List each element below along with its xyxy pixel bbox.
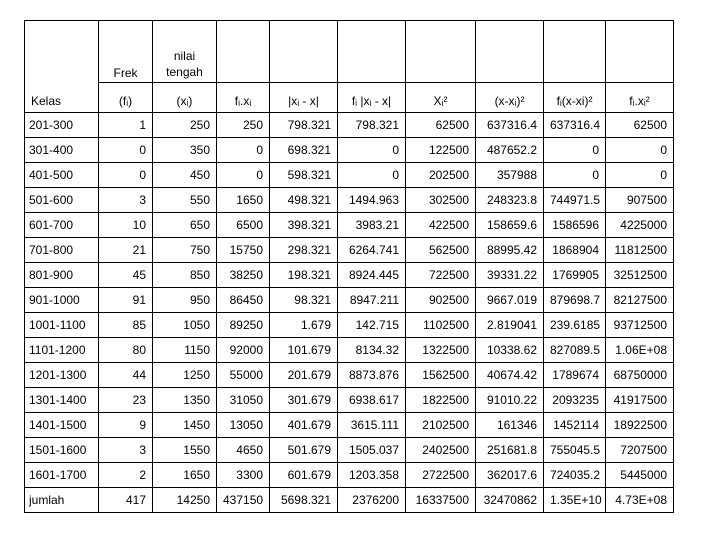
table-row bbox=[25, 138, 674, 163]
table-cell: 248323.8 bbox=[476, 188, 544, 213]
table-row bbox=[25, 213, 674, 238]
table-cell: 1.35E+10 bbox=[544, 488, 606, 513]
header-row-top bbox=[25, 21, 674, 83]
table-cell: 1203.358 bbox=[338, 463, 406, 488]
table-cell: 637316.4 bbox=[544, 113, 606, 138]
header-cell: fᵢ.xᵢ² bbox=[606, 83, 674, 113]
table-cell: 201.679 bbox=[270, 363, 338, 388]
table-cell: 744971.5 bbox=[544, 188, 606, 213]
table-cell: 1868904 bbox=[544, 238, 606, 263]
table-cell: 2402500 bbox=[406, 438, 476, 463]
header-top-cell: nilai tengah bbox=[153, 21, 217, 83]
table-cell: 251681.8 bbox=[476, 438, 544, 463]
table-cell: 722500 bbox=[406, 263, 476, 288]
table-cell: 879698.7 bbox=[544, 288, 606, 313]
table-row bbox=[25, 438, 674, 463]
table-cell: 902500 bbox=[406, 288, 476, 313]
table-cell: 250 bbox=[153, 113, 217, 138]
table-cell: 5445000 bbox=[606, 463, 674, 488]
table-cell: 0 bbox=[544, 163, 606, 188]
table-cell: 398.321 bbox=[270, 213, 338, 238]
class-interval-cell: 501-600 bbox=[25, 188, 99, 213]
table-cell: 2.819041 bbox=[476, 313, 544, 338]
table-cell: 2102500 bbox=[406, 413, 476, 438]
table-cell: 9 bbox=[99, 413, 153, 438]
header-top-cell bbox=[217, 21, 270, 83]
table-cell: 82127500 bbox=[606, 288, 674, 313]
table-cell: 1789674 bbox=[544, 363, 606, 388]
table-cell: 86450 bbox=[217, 288, 270, 313]
table-cell: 850 bbox=[153, 263, 217, 288]
header-cell: fᵢ(x-xi)² bbox=[544, 83, 606, 113]
table-cell: 85 bbox=[99, 313, 153, 338]
table-cell: 362017.6 bbox=[476, 463, 544, 488]
table-cell: 93712500 bbox=[606, 313, 674, 338]
table-cell: 11812500 bbox=[606, 238, 674, 263]
table-cell: 3 bbox=[99, 188, 153, 213]
table-cell: 7207500 bbox=[606, 438, 674, 463]
table-cell: 1494.963 bbox=[338, 188, 406, 213]
class-interval-cell: 1001-1100 bbox=[25, 313, 99, 338]
table-cell: 68750000 bbox=[606, 363, 674, 388]
table-cell: 89250 bbox=[217, 313, 270, 338]
table-cell: 10 bbox=[99, 213, 153, 238]
table-row bbox=[25, 388, 674, 413]
table-cell: 698.321 bbox=[270, 138, 338, 163]
table-cell: 487652.2 bbox=[476, 138, 544, 163]
table-cell: 1.679 bbox=[270, 313, 338, 338]
table-cell: 750 bbox=[153, 238, 217, 263]
table-cell: 1150 bbox=[153, 338, 217, 363]
table-row bbox=[25, 113, 674, 138]
class-interval-cell: 201-300 bbox=[25, 113, 99, 138]
table-cell: 5698.321 bbox=[270, 488, 338, 513]
table-cell: 161346 bbox=[476, 413, 544, 438]
table-cell: 62500 bbox=[606, 113, 674, 138]
table-cell: 1102500 bbox=[406, 313, 476, 338]
class-interval-cell: 1601-1700 bbox=[25, 463, 99, 488]
class-interval-cell: 301-400 bbox=[25, 138, 99, 163]
table-cell: 98.321 bbox=[270, 288, 338, 313]
table-cell: 4.73E+08 bbox=[606, 488, 674, 513]
header-cell: Kelas bbox=[25, 83, 99, 113]
table-cell: 1250 bbox=[153, 363, 217, 388]
header-cell: (fᵢ) bbox=[99, 83, 153, 113]
table-cell: 13050 bbox=[217, 413, 270, 438]
header-top-cell bbox=[606, 21, 674, 83]
table-cell: 907500 bbox=[606, 188, 674, 213]
table-cell: 1562500 bbox=[406, 363, 476, 388]
table-cell: 9667.019 bbox=[476, 288, 544, 313]
table-cell: 101.679 bbox=[270, 338, 338, 363]
header-cell: fᵢ.xᵢ bbox=[217, 83, 270, 113]
table-cell: 40674.42 bbox=[476, 363, 544, 388]
header-top-cell bbox=[338, 21, 406, 83]
table-cell: 798.321 bbox=[270, 113, 338, 138]
frequency-distribution-table bbox=[24, 20, 674, 513]
table-cell: 4225000 bbox=[606, 213, 674, 238]
table-row bbox=[25, 463, 674, 488]
table-cell: 798.321 bbox=[338, 113, 406, 138]
header-top-cell: Frek bbox=[99, 21, 153, 83]
table-cell: 350 bbox=[153, 138, 217, 163]
table-cell: 80 bbox=[99, 338, 153, 363]
table-cell: 32512500 bbox=[606, 263, 674, 288]
table-cell: 3 bbox=[99, 438, 153, 463]
table-cell: 357988 bbox=[476, 163, 544, 188]
table-cell: 1452114 bbox=[544, 413, 606, 438]
header-cell: (xᵢ) bbox=[153, 83, 217, 113]
table-cell: 41917500 bbox=[606, 388, 674, 413]
table-cell: 202500 bbox=[406, 163, 476, 188]
table-row bbox=[25, 263, 674, 288]
header-top-cell bbox=[270, 21, 338, 83]
header-cell: fᵢ |xᵢ - x| bbox=[338, 83, 406, 113]
table-cell: 3983.21 bbox=[338, 213, 406, 238]
table-cell: 23 bbox=[99, 388, 153, 413]
table-cell: 501.679 bbox=[270, 438, 338, 463]
table-cell: 158659.6 bbox=[476, 213, 544, 238]
table-cell: 0 bbox=[606, 138, 674, 163]
class-interval-cell: 1201-1300 bbox=[25, 363, 99, 388]
header-top-cell bbox=[476, 21, 544, 83]
table-cell: 8924.445 bbox=[338, 263, 406, 288]
table-row bbox=[25, 338, 674, 363]
table-cell: 0 bbox=[544, 138, 606, 163]
table-cell: 755045.5 bbox=[544, 438, 606, 463]
table-cell: 250 bbox=[217, 113, 270, 138]
class-interval-cell: 401-500 bbox=[25, 163, 99, 188]
table-cell: 16337500 bbox=[406, 488, 476, 513]
class-interval-cell: 901-1000 bbox=[25, 288, 99, 313]
header-cell: Xᵢ² bbox=[406, 83, 476, 113]
table-cell: 0 bbox=[217, 138, 270, 163]
table-row bbox=[25, 363, 674, 388]
table-cell: 598.321 bbox=[270, 163, 338, 188]
table-cell: 637316.4 bbox=[476, 113, 544, 138]
table-cell: 15750 bbox=[217, 238, 270, 263]
table-cell: 198.321 bbox=[270, 263, 338, 288]
header-cell: (x-xᵢ)² bbox=[476, 83, 544, 113]
class-interval-cell: jumlah bbox=[25, 488, 99, 513]
class-interval-cell: 601-700 bbox=[25, 213, 99, 238]
table-body bbox=[25, 21, 674, 513]
table-cell: 437150 bbox=[217, 488, 270, 513]
table-cell: 14250 bbox=[153, 488, 217, 513]
table-cell: 2 bbox=[99, 463, 153, 488]
table-cell: 0 bbox=[217, 163, 270, 188]
table-cell: 2722500 bbox=[406, 463, 476, 488]
table-cell: 142.715 bbox=[338, 313, 406, 338]
table-cell: 1769905 bbox=[544, 263, 606, 288]
table-cell: 950 bbox=[153, 288, 217, 313]
table-cell: 1650 bbox=[217, 188, 270, 213]
class-interval-cell: 701-800 bbox=[25, 238, 99, 263]
table-cell: 301.679 bbox=[270, 388, 338, 413]
table-cell: 10338.62 bbox=[476, 338, 544, 363]
table-cell: 1822500 bbox=[406, 388, 476, 413]
header-top-cell bbox=[25, 21, 99, 83]
table-cell: 6938.617 bbox=[338, 388, 406, 413]
table-cell: 91 bbox=[99, 288, 153, 313]
total-row bbox=[25, 488, 674, 513]
table-cell: 45 bbox=[99, 263, 153, 288]
table-cell: 39331.22 bbox=[476, 263, 544, 288]
table-cell: 32470862 bbox=[476, 488, 544, 513]
class-interval-cell: 1501-1600 bbox=[25, 438, 99, 463]
table-cell: 1350 bbox=[153, 388, 217, 413]
table-cell: 91010.22 bbox=[476, 388, 544, 413]
table-cell: 1450 bbox=[153, 413, 217, 438]
table-cell: 0 bbox=[99, 163, 153, 188]
table-cell: 21 bbox=[99, 238, 153, 263]
table-cell: 302500 bbox=[406, 188, 476, 213]
table-cell: 601.679 bbox=[270, 463, 338, 488]
class-interval-cell: 1101-1200 bbox=[25, 338, 99, 363]
table-cell: 8873.876 bbox=[338, 363, 406, 388]
table-cell: 8134.32 bbox=[338, 338, 406, 363]
class-interval-cell: 1401-1500 bbox=[25, 413, 99, 438]
header-top-cell bbox=[406, 21, 476, 83]
table-cell: 1 bbox=[99, 113, 153, 138]
table-cell: 38250 bbox=[217, 263, 270, 288]
table-row bbox=[25, 163, 674, 188]
table-cell: 298.321 bbox=[270, 238, 338, 263]
table-row bbox=[25, 188, 674, 213]
table-cell: 3300 bbox=[217, 463, 270, 488]
table-cell: 1550 bbox=[153, 438, 217, 463]
table-cell: 562500 bbox=[406, 238, 476, 263]
table-cell: 8947.211 bbox=[338, 288, 406, 313]
table-cell: 62500 bbox=[406, 113, 476, 138]
table-cell: 422500 bbox=[406, 213, 476, 238]
table-cell: 1322500 bbox=[406, 338, 476, 363]
class-interval-cell: 801-900 bbox=[25, 263, 99, 288]
table-cell: 3615.111 bbox=[338, 413, 406, 438]
table-row bbox=[25, 288, 674, 313]
table-cell: 401.679 bbox=[270, 413, 338, 438]
table-cell: 239.6185 bbox=[544, 313, 606, 338]
table-cell: 498.321 bbox=[270, 188, 338, 213]
table-cell: 31050 bbox=[217, 388, 270, 413]
table-cell: 550 bbox=[153, 188, 217, 213]
table-cell: 6500 bbox=[217, 213, 270, 238]
table-cell: 2376200 bbox=[338, 488, 406, 513]
table-cell: 650 bbox=[153, 213, 217, 238]
table-cell: 0 bbox=[99, 138, 153, 163]
table-cell: 450 bbox=[153, 163, 217, 188]
table-row bbox=[25, 413, 674, 438]
table-cell: 1050 bbox=[153, 313, 217, 338]
table-row bbox=[25, 313, 674, 338]
table-cell: 18922500 bbox=[606, 413, 674, 438]
table-cell: 1586596 bbox=[544, 213, 606, 238]
table-row bbox=[25, 238, 674, 263]
table-cell: 827089.5 bbox=[544, 338, 606, 363]
header-top-cell bbox=[544, 21, 606, 83]
table-cell: 1650 bbox=[153, 463, 217, 488]
table-cell: 55000 bbox=[217, 363, 270, 388]
class-interval-cell: 1301-1400 bbox=[25, 388, 99, 413]
table-cell: 0 bbox=[338, 163, 406, 188]
table-cell: 44 bbox=[99, 363, 153, 388]
header-cell: |xᵢ - x| bbox=[270, 83, 338, 113]
table-cell: 0 bbox=[338, 138, 406, 163]
table-cell: 1505.037 bbox=[338, 438, 406, 463]
table-cell: 724035.2 bbox=[544, 463, 606, 488]
header-row-bottom bbox=[25, 83, 674, 113]
table-cell: 417 bbox=[99, 488, 153, 513]
table-cell: 6264.741 bbox=[338, 238, 406, 263]
table-cell: 4650 bbox=[217, 438, 270, 463]
table-cell: 0 bbox=[606, 163, 674, 188]
table-cell: 1.06E+08 bbox=[606, 338, 674, 363]
table-cell: 2093235 bbox=[544, 388, 606, 413]
table-cell: 92000 bbox=[217, 338, 270, 363]
table-cell: 122500 bbox=[406, 138, 476, 163]
table-cell: 88995.42 bbox=[476, 238, 544, 263]
